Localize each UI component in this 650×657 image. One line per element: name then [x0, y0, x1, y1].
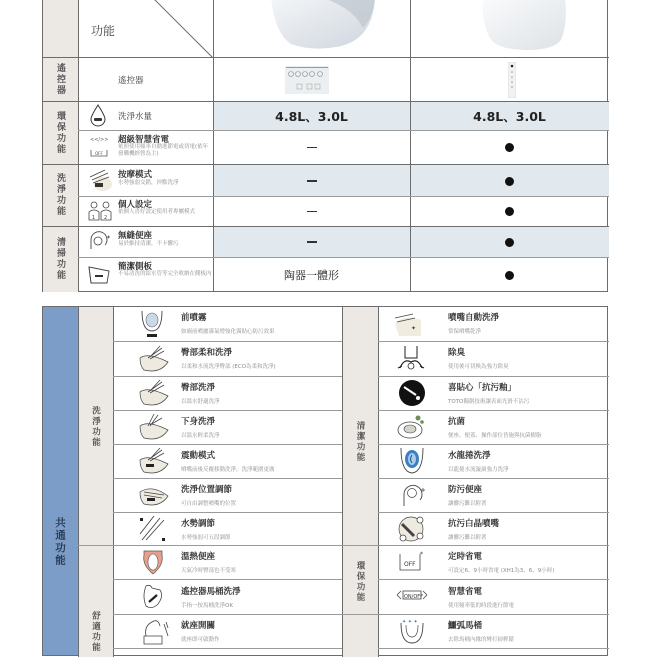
oscillating-icon: [138, 446, 170, 476]
available-mark: [505, 207, 514, 216]
seat-sensor-icon: [140, 616, 170, 646]
timer-save-icon: [396, 550, 426, 574]
sidepanel-left: 陶器一體形: [284, 269, 339, 282]
massage-icon: [87, 167, 113, 193]
item-desc: 以柔和水流洗淨臀部 (ECO為柔和洗淨): [181, 364, 276, 370]
item-title: 噴嘴自動洗淨: [448, 313, 500, 323]
svg-text:*: *: [420, 551, 423, 558]
item-desc: 可自由調整噴嘴的位置: [181, 501, 237, 507]
item-title: 水龍捲洗淨: [448, 451, 491, 461]
category-label-eco: 環保功能: [55, 110, 65, 155]
item-title: 下身洗淨: [181, 417, 216, 427]
item-desc: 以溫水舒適洗淨: [181, 399, 220, 405]
not-available-mark: [307, 147, 317, 148]
item-desc: 讓髒污難以附著: [448, 501, 487, 507]
bidet-wash-icon: [138, 412, 170, 442]
divider: [113, 614, 342, 615]
crystal-nozzle-icon: [396, 514, 426, 544]
divider: [378, 579, 609, 580]
feature-title-personal: 個人設定: [118, 200, 153, 210]
item-title: 洗淨位置調節: [181, 485, 233, 495]
item-title: 喜貼心「抗污釉」: [448, 383, 517, 393]
water-drop-icon: [88, 103, 108, 127]
divider: [378, 478, 609, 479]
remote-stick-image: [508, 62, 516, 98]
item-title: 抗菌: [448, 417, 466, 427]
item-title: 前噴霧: [181, 313, 207, 323]
item-desc: 使用後可切換為強力除臭: [448, 364, 509, 370]
side-panel-icon: [87, 263, 113, 285]
tornado-flush-icon: [398, 446, 426, 476]
main-category-label: 共通功能: [54, 517, 66, 567]
divider: [378, 614, 609, 615]
item-desc: 讓髒污難以附著: [448, 535, 487, 541]
divider: [113, 444, 342, 445]
divider: [378, 307, 379, 657]
rear-wash-icon: [138, 378, 170, 408]
water-volume-left: 4.8L、3.0L: [275, 109, 348, 124]
divider: [378, 410, 609, 411]
item-desc: 以龍捲水流漩渦強力洗淨: [448, 467, 509, 473]
item-title: 遙控器馬桶洗淨: [181, 587, 241, 597]
subgroup-label-wash: 洗淨功能: [90, 406, 101, 448]
comparison-table: [42, 0, 608, 292]
divider: [113, 376, 342, 377]
massage-left: [213, 165, 410, 197]
smart-save-icon: [395, 587, 429, 603]
svg-text:✦ ✦ ✦: ✦ ✦ ✦: [402, 619, 418, 625]
remote-panel-image: [285, 66, 329, 94]
item-title: 臀部柔和洗淨: [181, 348, 233, 358]
power-right: [410, 131, 609, 164]
item-title: 抗污白晶噴嘴: [448, 519, 500, 529]
feature-title-massage: 按摩模式: [118, 170, 153, 180]
personal-setting-icon: [87, 200, 113, 222]
massage-right: [410, 165, 609, 197]
item-desc: 水勢強弱可五段調節: [181, 535, 231, 541]
category-label-wash: 洗淨功能: [55, 173, 65, 217]
feature-desc-sidepanel: 不易清洗的給水管等完全收納在側板內: [118, 271, 212, 277]
item-desc: 就座即可啟動作: [181, 637, 220, 643]
pressure-adjust-icon: [138, 514, 170, 544]
anti-stain-seat-icon: [398, 480, 426, 510]
feature-title-power: 超級智慧省電: [118, 135, 170, 145]
deodorizer-icon: [396, 344, 426, 374]
nozzle-self-clean-icon: [393, 310, 423, 338]
feature-desc-personal: 依個人喜好設定使用者專屬模式: [118, 209, 196, 215]
subgroup-label-comfort: 舒適功能: [90, 611, 101, 653]
item-desc: 去除馬桶內緣的彎打掃輕鬆: [448, 637, 515, 643]
power-save-icon: [87, 134, 111, 160]
feature-title-remote: 遙控器: [118, 76, 144, 86]
divider: [113, 478, 342, 479]
item-title: 就座開關: [181, 621, 216, 631]
item-desc: 常保噴嘴乾淨: [448, 329, 482, 335]
svg-text:ON/OFF: ON/OFF: [404, 594, 424, 600]
personal-right: [410, 197, 609, 226]
remote-flush-icon: [140, 582, 166, 612]
divider: [378, 545, 609, 546]
water-volume-right: 4.8L、3.0L: [473, 109, 546, 124]
not-available-mark: [307, 211, 317, 212]
divider: [378, 376, 609, 377]
main-category-column: [43, 307, 78, 655]
svg-text:✦: ✦: [411, 325, 417, 332]
seamless-seat-icon: [87, 229, 113, 253]
category-label-remote: 遙控器: [55, 62, 65, 96]
svg-text:<</>>: <</>>: [90, 137, 109, 143]
item-desc: 便座、便蓋、操作部位皆施與抗菌樹脂: [448, 433, 542, 439]
available-mark: [505, 177, 514, 186]
divider: [378, 512, 609, 513]
divider: [342, 614, 378, 615]
feature-title-sidepanel: 簡潔側板: [118, 262, 153, 272]
item-title: 水勢調節: [181, 519, 216, 529]
subgroup-label-cleaning: 清潔功能: [355, 421, 365, 463]
front-spray-icon: [138, 309, 166, 339]
divider: [78, 545, 113, 546]
divider: [342, 545, 378, 546]
item-title: 溫熱便座: [181, 552, 216, 562]
svg-text:2: 2: [104, 215, 108, 221]
item-title: 定時省電: [448, 552, 483, 562]
seamless-right: [410, 227, 609, 257]
divider: [113, 512, 342, 513]
position-adjust-icon: [138, 480, 170, 510]
feature-header-label: 功能: [91, 24, 116, 38]
available-mark: [505, 143, 514, 152]
svg-text:OFF: OFF: [404, 561, 416, 568]
divider: [378, 648, 609, 649]
divider: [113, 579, 342, 580]
divider: [113, 410, 342, 411]
common-features-table: [42, 306, 608, 656]
rimless-bowl-icon: [398, 617, 426, 645]
item-desc: 天氣冷時臀部也不受寒: [181, 568, 237, 574]
item-title: 智慧省電: [448, 587, 483, 597]
sidepanel-right: [410, 258, 609, 292]
not-available-mark: [307, 241, 317, 242]
category-label-cleaning: 清掃功能: [55, 237, 65, 281]
item-title: 震動模式: [181, 451, 216, 461]
feature-desc-power: 依照使用頻率自動進節電或切電(依年發購機經營為主): [118, 144, 209, 157]
item-title: 鱷弧馬桶: [448, 621, 483, 631]
item-title: 除臭: [448, 348, 466, 358]
item-desc: 手指一按馬桶洗淨OK: [181, 603, 233, 609]
divider: [378, 444, 609, 445]
antibacterial-icon: [396, 412, 426, 442]
feature-desc-massage: 水勢強弱交錯，沖點洗淨: [118, 180, 179, 186]
item-title: 防污便座: [448, 485, 483, 495]
subgroup-label-eco: 環保功能: [355, 561, 365, 603]
toilet-image-right: [473, 0, 573, 53]
divider: [113, 341, 342, 342]
not-available-mark: [307, 180, 317, 181]
divider: [378, 341, 609, 342]
divider: [113, 545, 342, 546]
svg-text:1: 1: [92, 215, 96, 221]
available-mark: [505, 271, 514, 280]
divider: [113, 648, 342, 649]
feature-desc-seamless: 易於維持清潔，不卡髒污: [118, 241, 179, 247]
item-desc: 如廁前噴灑霧氣增強化霧貼心防污效果: [181, 329, 275, 335]
power-left: [213, 131, 410, 164]
feature-title-water: 洗淨水量: [118, 112, 153, 122]
cefiontect-icon: [398, 379, 426, 407]
toilet-image-left: [263, 0, 383, 50]
item-desc: 可設定6、9小時省電 (XH1為3、6、9小時): [448, 568, 555, 574]
item-desc: 噴嘴前後反覆移動洗淨，洗淨範圍更廣: [181, 467, 275, 473]
svg-text:OFF: OFF: [95, 151, 103, 156]
soft-rear-wash-icon: [138, 344, 170, 374]
heated-seat-icon: [140, 547, 166, 577]
item-desc: 以溫水輕柔洗淨: [181, 433, 220, 439]
item-title: 臀部洗淨: [181, 383, 216, 393]
available-mark: [505, 238, 514, 247]
item-desc: TOTO獨創技術讓表面光滑不沾污: [448, 399, 530, 405]
divider: [113, 307, 114, 657]
feature-title-seamless: 無縫便座: [118, 231, 153, 241]
seamless-left: [213, 227, 410, 257]
item-desc: 使用頻率低的時段進行節電: [448, 603, 515, 609]
personal-left: [213, 197, 410, 226]
